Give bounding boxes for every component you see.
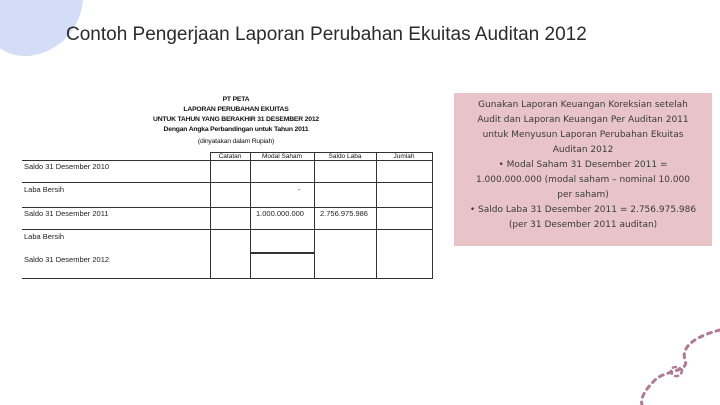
note-bullet: • Saldo Laba 31 Desember 2011 = 2.756.975.986 — [469, 205, 697, 215]
grid-line — [22, 160, 433, 161]
decorative-dotted-swirl — [620, 300, 720, 405]
grid-line — [432, 152, 433, 278]
grid-line — [376, 152, 377, 278]
row-label: Laba Bersih — [24, 185, 65, 194]
note-line: per saham) — [557, 190, 609, 200]
note-bullet: • Modal Saham 31 Desember 2011 = — [498, 160, 668, 170]
note-line: 1.000.000.000 (modal saham – nominal 10.000 — [475, 175, 691, 185]
note-line: Gunakan Laporan Keuangan Koreksian setelah — [478, 100, 688, 110]
report-name: LAPORAN PERUBAHAN EKUITAS — [183, 106, 289, 113]
modal-saham-cell: 1.000.000.000 — [256, 209, 304, 218]
equity-statement — [22, 92, 434, 278]
company-name: PT PETA — [222, 96, 250, 103]
report-unit: (dinyatakan dalam Rupiah) — [197, 138, 275, 145]
row-label: Laba Bersih — [24, 232, 65, 241]
note-line: Audit dan Laporan Keuangan Per Auditan 2011 — [477, 115, 689, 125]
note-line: Auditan 2012 — [552, 145, 614, 155]
note-line: untuk Menyusun Laporan Perubahan Ekuitas — [482, 130, 684, 140]
grid-line — [250, 252, 314, 254]
slide-title: Contoh Pengerjaan Laporan Perubahan Ekuitas Auditan 2012 — [66, 24, 587, 45]
row-label: Saldo 31 Desember 2010 — [24, 162, 110, 171]
report-period: UNTUK TAHUN YANG BERAKHIR 31 DESEMBER 2012 — [153, 116, 319, 123]
column-header-saldo-laba: Saldo Laba — [328, 153, 362, 160]
grid-line — [22, 207, 433, 208]
grid-line — [250, 152, 251, 278]
row-label: Saldo 31 Desember 2012 — [24, 255, 110, 264]
grid-line — [22, 278, 433, 279]
grid-line — [22, 182, 433, 183]
grid-line — [210, 152, 211, 278]
modal-saham-cell: - — [298, 185, 301, 194]
report-comparison: Dengan Angka Perbandingan untuk Tahun 2011 — [163, 126, 309, 133]
column-header-catatan: Catatan — [218, 153, 242, 160]
column-header-modal-saham: Modal Saham — [261, 153, 303, 160]
grid-line — [314, 152, 315, 278]
note-line: (per 31 Desember 2011 auditan) — [508, 220, 658, 230]
grid-line — [22, 229, 433, 230]
instruction-note — [454, 93, 712, 246]
row-label: Saldo 31 Desember 2011 — [24, 209, 109, 218]
saldo-laba-cell: 2.756.975.986 — [320, 209, 368, 218]
column-header-jumlah: Jumlah — [393, 153, 415, 160]
